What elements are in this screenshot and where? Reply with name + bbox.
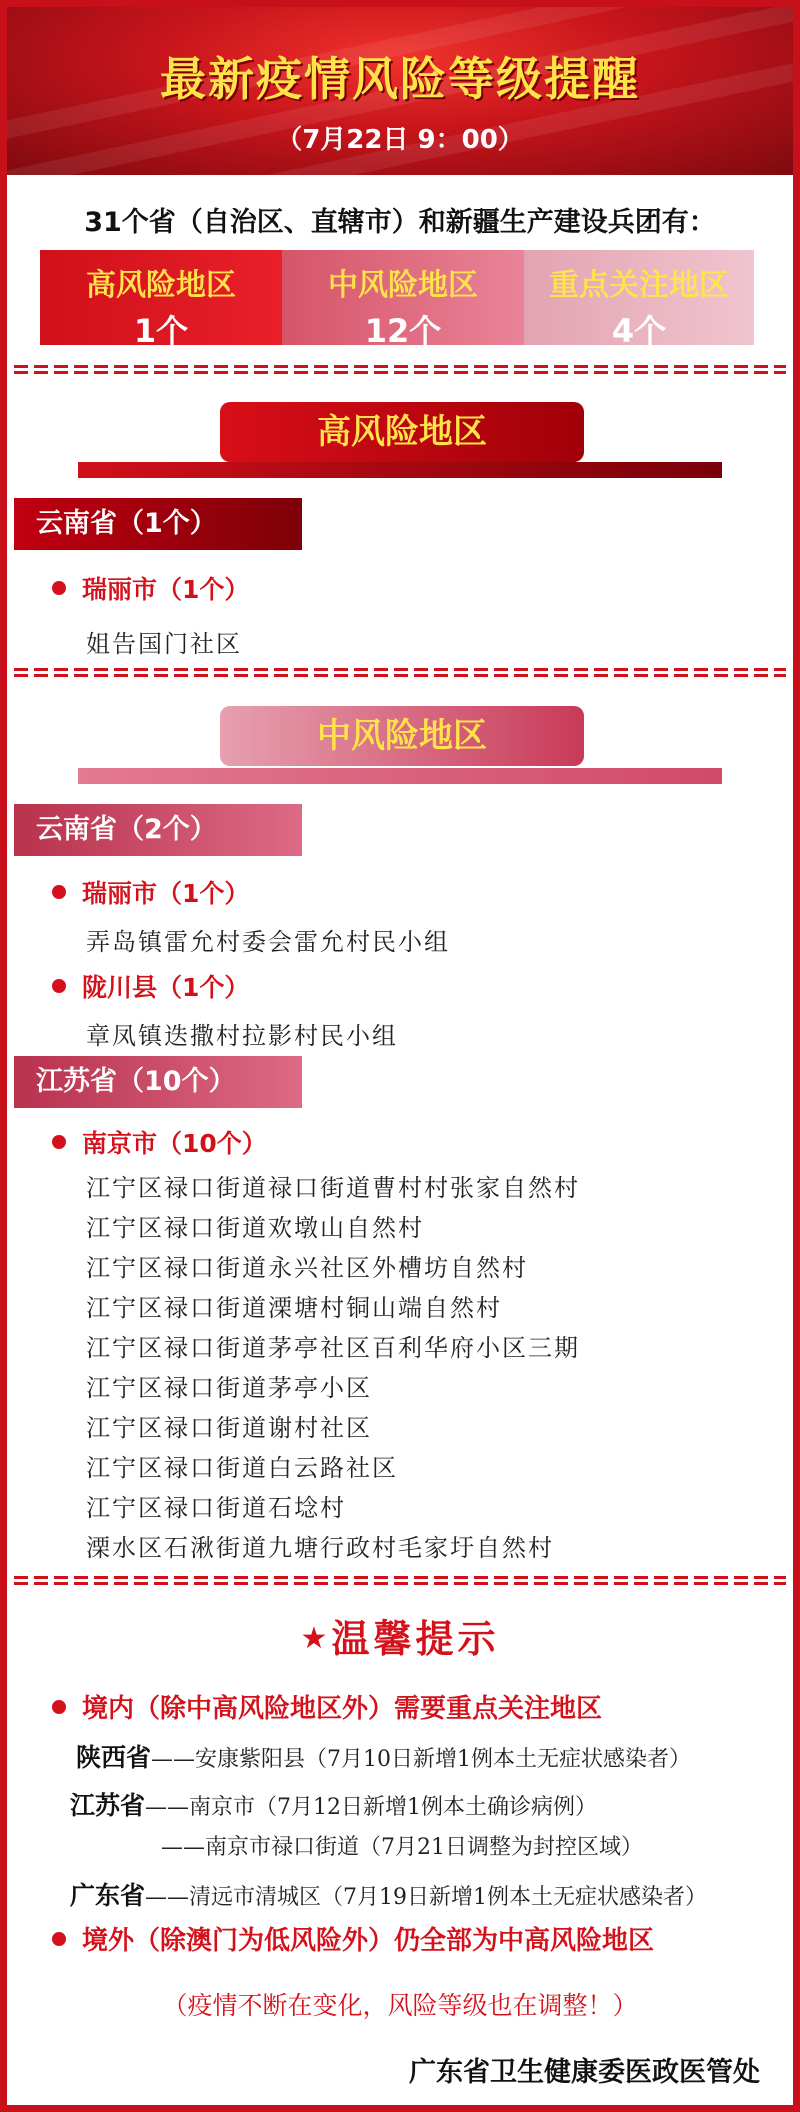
summary-label: 重点关注地区: [549, 268, 729, 303]
header-banner: [7, 7, 793, 175]
location-item: 江宁区禄口街道永兴社区外槽坊自然村: [86, 1254, 528, 1282]
section-title-high-risk: 高风险地区: [220, 402, 584, 462]
city-heading: 瑞丽市（1个）: [52, 570, 249, 606]
divider: [14, 1576, 786, 1587]
province-header: 云南省（1个）: [14, 498, 302, 550]
section-bar: [78, 462, 722, 478]
tip-row-jiangsu-2: ——南京市禄口街道（7月21日调整为封控区域）: [161, 1835, 643, 1860]
location-item: 江宁区禄口街道白云路社区: [86, 1454, 398, 1482]
summary-medium-risk: [282, 250, 524, 350]
summary-count: 4个: [611, 312, 667, 350]
tip-heading-domestic: 境内（除中高风险地区外）需要重点关注地区: [52, 1688, 602, 1725]
tips-title: ★温馨提示: [300, 1617, 500, 1661]
location-item: 姐告国门社区: [86, 630, 242, 658]
signature: 广东省卫生健康委医政医管处: [409, 2057, 760, 2088]
tip-heading-abroad: 境外（除澳门为低风险外）仍全部为中高风险地区: [52, 1920, 654, 1957]
summary-label: 中风险地区: [328, 268, 478, 303]
star-icon: ★: [300, 1621, 332, 1656]
bullet-icon: [52, 581, 66, 595]
location-item: 江宁区禄口街道欢墩山自然村: [86, 1214, 424, 1242]
notice-text: （疫情不断在变化，风险等级也在调整！）: [162, 1991, 638, 2020]
divider: [14, 365, 786, 376]
bullet-icon: [52, 1700, 66, 1714]
location-item: 江宁区禄口街道石埝村: [86, 1494, 346, 1522]
location-item: 江宁区禄口街道茅亭社区百利华府小区三期: [86, 1334, 580, 1362]
province-header: 江苏省（10个）: [14, 1056, 302, 1108]
summary-label: 高风险地区: [86, 268, 236, 303]
section-bar: [78, 768, 722, 784]
location-item: 江宁区禄口街道茅亭小区: [86, 1374, 372, 1402]
location-item: 弄岛镇雷允村委会雷允村民小组: [86, 928, 450, 956]
page-title: 最新疫情风险等级提醒: [160, 52, 640, 106]
bullet-icon: [52, 885, 66, 899]
location-item: 章凤镇迭撒村拉影村民小组: [86, 1022, 398, 1050]
location-item: 溧水区石湫街道九塘行政村毛家圩自然村: [86, 1534, 554, 1562]
city-heading: 陇川县（1个）: [52, 968, 249, 1004]
summary-count: 12个: [364, 312, 442, 350]
bullet-icon: [52, 1135, 66, 1149]
intro-text: 31个省（自治区、直辖市）和新疆生产建设兵团有：: [84, 207, 716, 238]
province-header: 云南省（2个）: [14, 804, 302, 856]
location-item: 江宁区禄口街道禄口街道曹村村张家自然村: [86, 1174, 580, 1202]
location-item: 江宁区禄口街道谢村社区: [86, 1414, 372, 1442]
page-subtitle: （7月22日 9：00）: [276, 125, 524, 155]
city-heading: 南京市（10个）: [52, 1124, 267, 1160]
bullet-icon: [52, 1932, 66, 1946]
summary-high-risk: [40, 250, 282, 350]
location-item: 江宁区禄口街道溧塘村铜山端自然村: [86, 1294, 502, 1322]
bullet-icon: [52, 979, 66, 993]
city-heading: 瑞丽市（1个）: [52, 874, 249, 910]
tip-row-guangdong: 广东省——清远市清城区（7月19日新增1例本土无症状感染者）: [70, 1881, 708, 1910]
summary-focus-areas: [524, 250, 754, 350]
summary-count: 1个: [133, 312, 189, 350]
tip-row-jiangsu: 江苏省——南京市（7月12日新增1例本土确诊病例）: [70, 1791, 598, 1820]
tip-row-shaanxi: 陕西省——安康紫阳县（7月10日新增1例本土无症状感染者）: [76, 1743, 692, 1772]
section-title-medium-risk: 中风险地区: [220, 706, 584, 766]
divider: [14, 668, 786, 679]
